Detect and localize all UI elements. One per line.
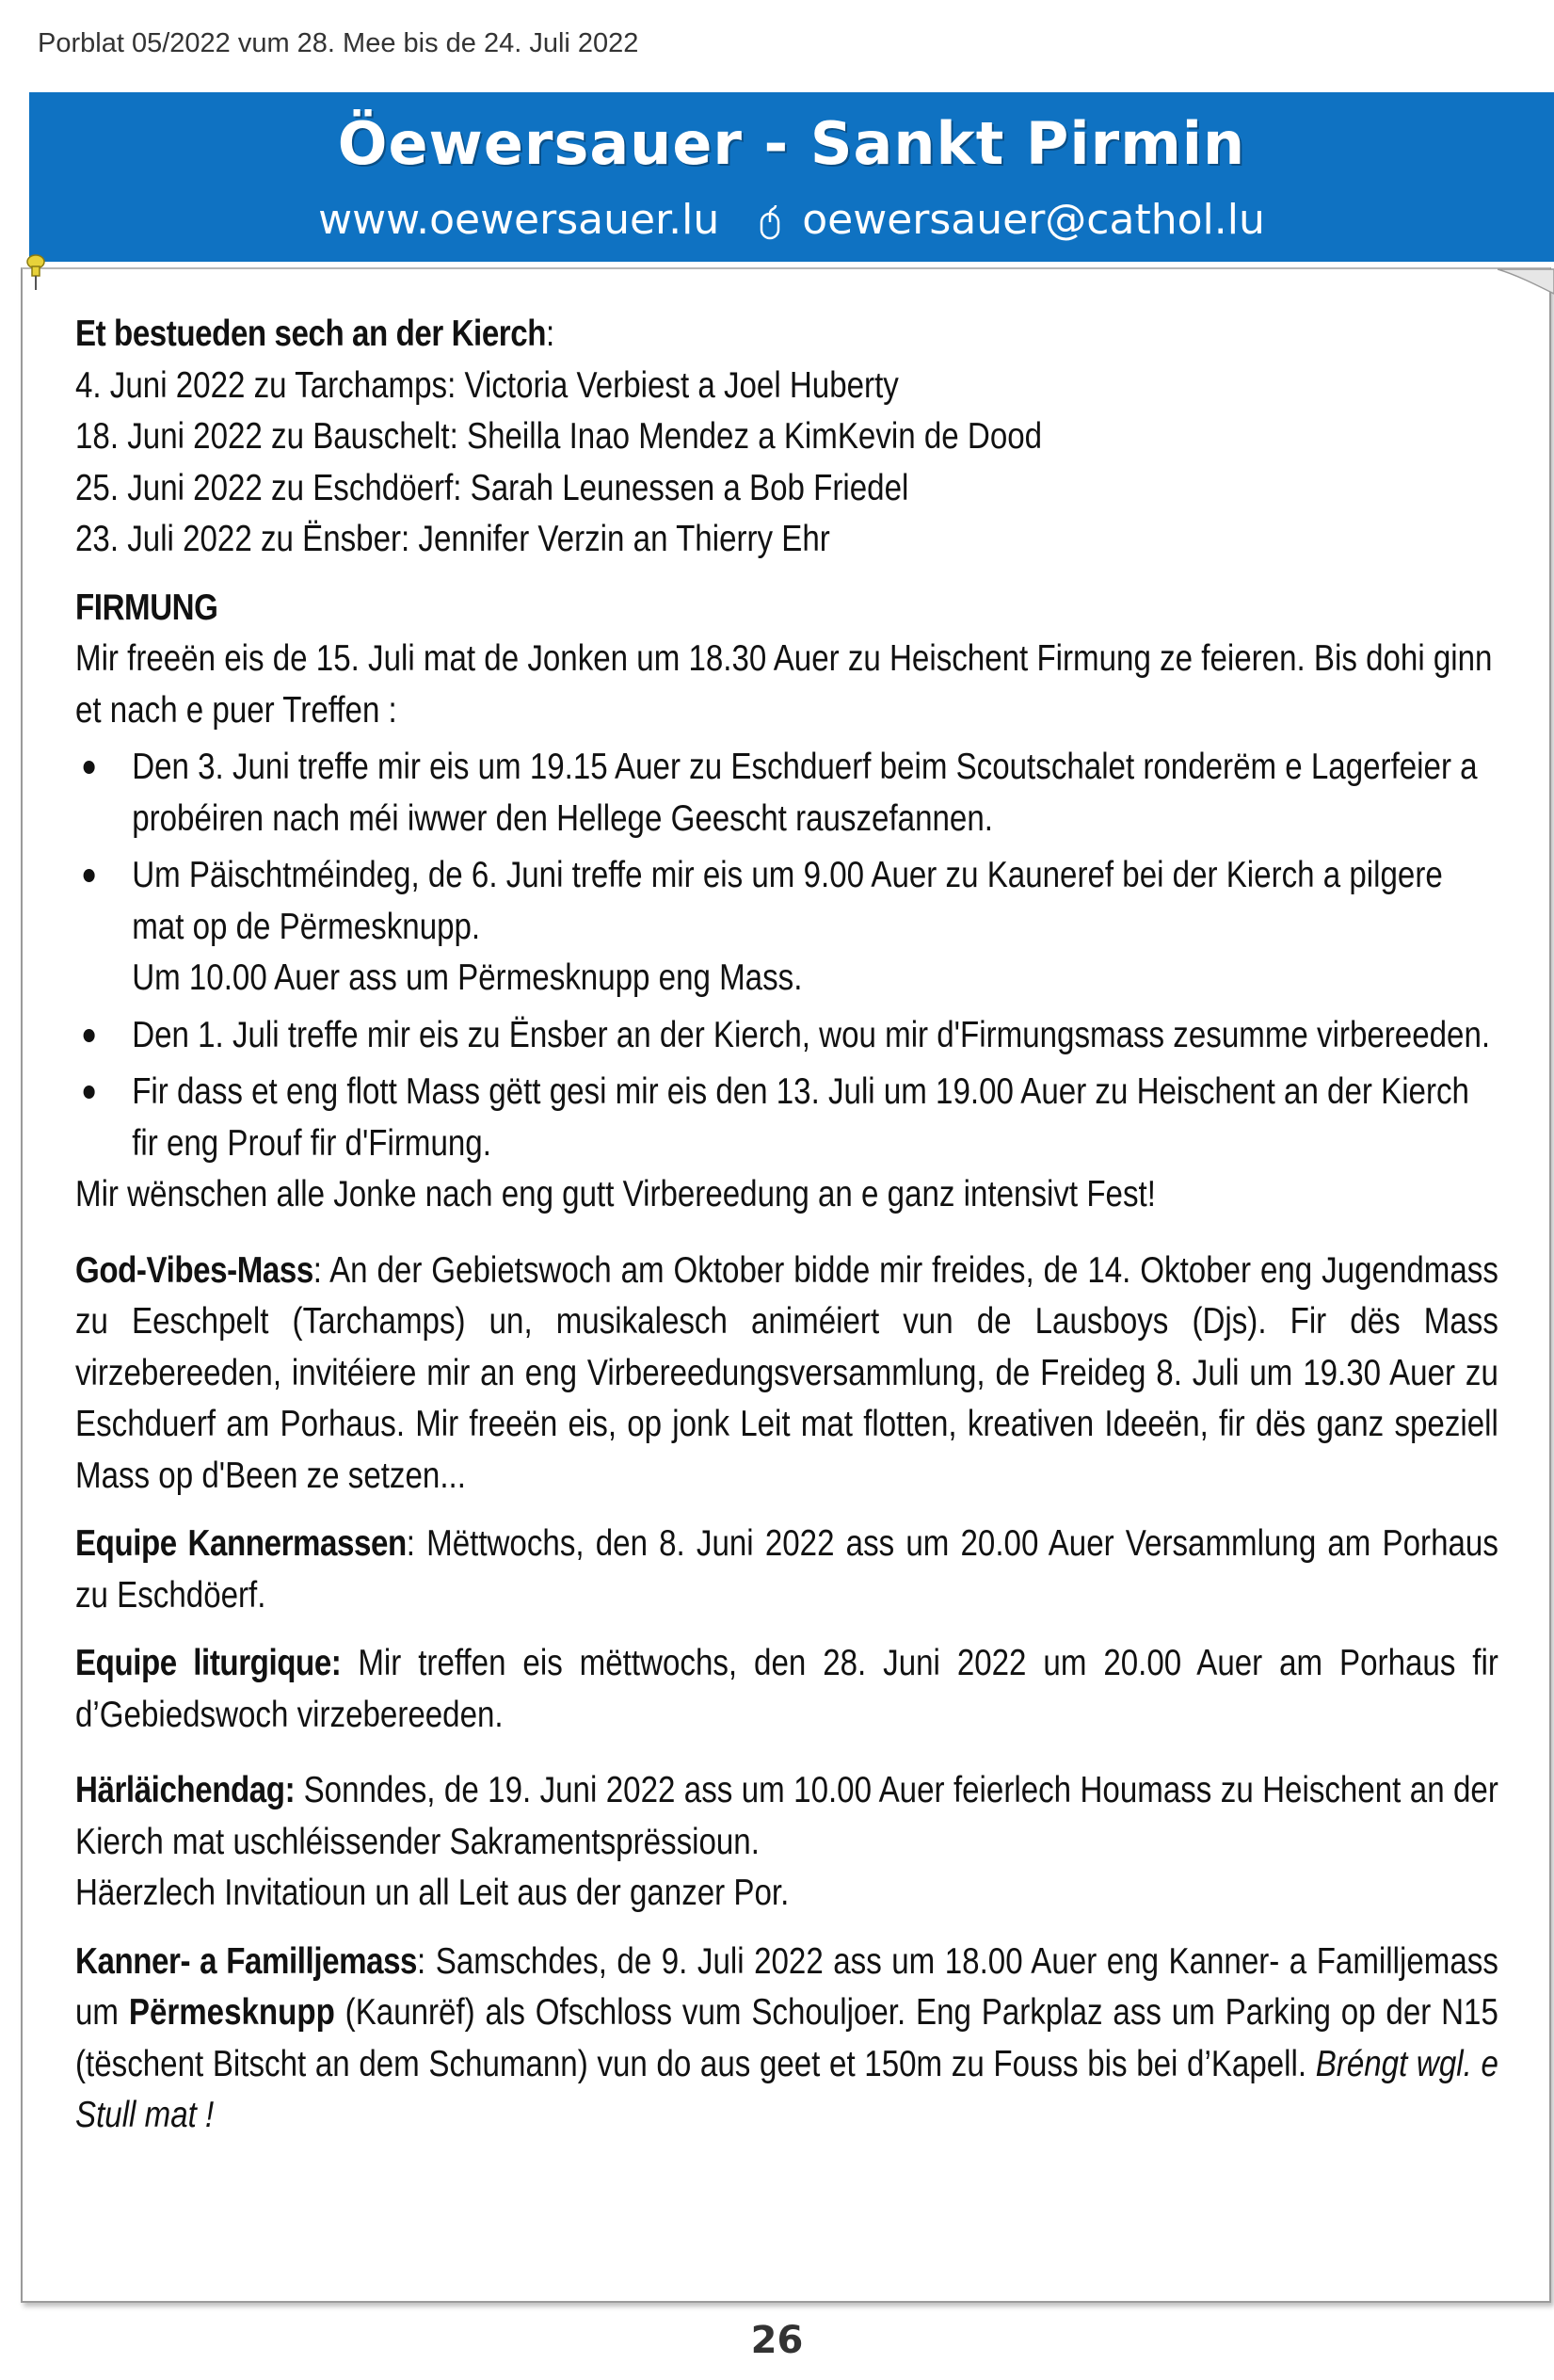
firmung-heading: FIRMUNG <box>75 587 218 628</box>
equipe-kanner-paragraph <box>75 1519 1498 1621</box>
weddings-heading-colon: : <box>546 314 555 354</box>
wedding-line: 4. Juni 2022 zu Tarchamps: Victoria Verbiest a Joel Huberty <box>75 364 899 406</box>
mouse-icon <box>757 204 783 240</box>
pushpin-icon <box>23 254 49 292</box>
page-curl-icon <box>1498 267 1554 296</box>
list-item <box>75 850 1498 1005</box>
list-item-text: Um Päischtméindeg, de 6. Juni treffe mir eis um 9.00 Auer zu Kauneref bei der Kierch a pilgere mat op de Përmesknupp. <box>132 855 1443 947</box>
firmung-closing: Mir wënschen alle Jonke nach eng gutt Virbereedung an e ganz intensivt Fest! <box>75 1174 1156 1214</box>
bulletin-content <box>75 309 1498 2142</box>
weddings-heading: Et bestueden sech an der Kierch <box>75 314 547 354</box>
list-item <box>75 1010 1498 1062</box>
kanner-famill-paragraph <box>75 1937 1498 2142</box>
equipe-kanner-text: : Mëttwochs, den 8. Juni 2022 ass um 20.00 Auer Versammlung am Porhaus zu Eschdöerf. <box>75 1523 1498 1616</box>
weddings-heading-line <box>75 309 1498 361</box>
god-vibes-heading: God-Vibes-Mass <box>75 1249 313 1291</box>
list-item <box>75 742 1498 844</box>
issue-line: Porblat 05/2022 vum 28. Mee bis de 24. Juli 2022 <box>38 28 639 58</box>
list-item-extra-text: Um 10.00 Auer ass um Përmesknupp eng Mass. <box>132 957 803 998</box>
bullet-icon <box>84 1085 95 1099</box>
contact-line <box>29 196 1554 244</box>
firmung-intro: Mir freeën eis de 15. Juli mat de Jonken um 18.30 Auer zu Heischent Firmung ze feieren. Bis dohi ginn et nach e puer Treffen : <box>75 638 1493 731</box>
wedding-line: 23. Juli 2022 zu Ënsber: Jennifer Verzin an Thierry Ehr <box>75 519 830 559</box>
parish-title: Öewersauer - Sankt Pirmin <box>337 109 1246 178</box>
list-item-text: Fir dass et eng flott Mass gëtt gesi mir eis den 13. Juli um 19.00 Auer zu Heischent an der Kierch fir eng Prouf fir d'Firmung. <box>132 1071 1469 1164</box>
equipe-liturgique-paragraph <box>75 1638 1498 1741</box>
wedding-line: 25. Juni 2022 zu Eschdöerf: Sarah Leunessen a Bob Friedel <box>75 467 909 508</box>
bullet-icon <box>84 1029 95 1042</box>
list-item <box>75 1067 1498 1169</box>
harlaichendag-text: Sonndes, de 19. Juni 2022 ass um 10.00 Auer feierlech Houmass zu Heischent an der Kierch mat uschléissender Sakramentsprëssioun. <box>75 1770 1498 1862</box>
harlaichendag-paragraph <box>75 1765 1498 1868</box>
kanner-famill-note: Bréngt wgl. e Stull mat ! <box>75 2043 1498 2135</box>
firmung-meetings-list <box>75 742 1498 1169</box>
parish-banner <box>29 92 1554 262</box>
equipe-liturgique-text: Mir treffen eis mëttwochs, den 28. Juni 2022 um 20.00 Auer am Porhaus fir d’Gebiedswoch virzebereeden. <box>75 1643 1498 1735</box>
list-item-text: Den 3. Juni treffe mir eis um 19.15 Auer zu Eschduerf beim Scoutschalet ronderëm e Lagerfeier a probéiren nach méi iwwer den Hellege Geescht rauszefannen. <box>132 747 1478 839</box>
harlaichendag-invite: Häerzlech Invitatioun un all Leit aus der ganzer Por. <box>75 1873 790 1913</box>
equipe-liturgique-heading: Equipe liturgique: <box>75 1643 342 1683</box>
list-item-text: Den 1. Juli treffe mir eis zu Ënsber an der Kierch, wou mir d'Firmungsmass zesumme virbereeden. <box>132 1014 1491 1055</box>
kanner-famill-text-b: (Kaunrëf) als Ofschloss vum Schouljoer. Eng Parkplaz ass um Parking op der N15 (tëschent Bitscht an dem Schumann) vun do aus geet et 150m zu Fouss bis bei d’Kapell. <box>75 1992 1498 2084</box>
bullet-icon <box>84 869 95 882</box>
god-vibes-text: : An der Gebietswoch am Oktober bidde mir freides, de 14. Oktober eng Jugendmass zu Eeschpelt (Tarchamps) un, musikalesch animéiert vun de Lausboys (Djs). Fir dës Mass virzebereeden, invitéiere mir an eng Virbereedungsversammlung, de Freideg 8. Juli um 19.30 Auer zu Eschduerf am Porhaus. Mir freeën eis, op jonk Leit mat flotten, kreativen Ideeën, fir dës ganz speziell Mass op d'Been ze setzen... <box>75 1249 1498 1496</box>
kanner-famill-heading: Kanner- a Familljemass <box>75 1940 418 1982</box>
email-link[interactable]: oewersauer@cathol.lu <box>802 196 1265 244</box>
god-vibes-paragraph <box>75 1246 1498 1503</box>
kanner-famill-text-a: : Samschdes, de 9. Juli 2022 ass um 18.00 Auer eng Kanner- a Familljemass um <box>75 1940 1498 2033</box>
website-link[interactable]: www.oewersauer.lu <box>318 196 720 244</box>
harlaichendag-heading: Härläichendag: <box>75 1770 296 1810</box>
page-number: 26 <box>750 2319 804 2362</box>
bullet-icon <box>84 761 95 774</box>
wedding-line: 18. Juni 2022 zu Bauschelt: Sheilla Inao Mendez a KimKevin de Dood <box>75 416 1043 457</box>
email-contact[interactable] <box>757 196 1265 244</box>
equipe-kanner-heading: Equipe Kannermassen <box>75 1523 407 1564</box>
kanner-famill-place: Përmesknupp <box>128 1992 335 2033</box>
